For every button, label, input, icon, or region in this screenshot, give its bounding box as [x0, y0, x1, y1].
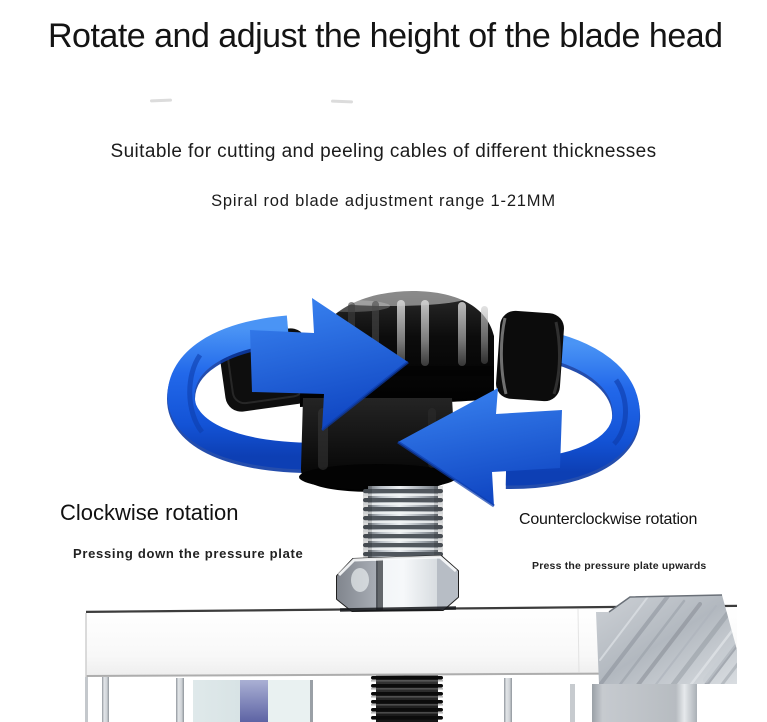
support-post	[176, 678, 184, 722]
clockwise-rotation-caption: Pressing down the pressure plate	[73, 546, 304, 561]
pressure-plate-graphic	[85, 594, 767, 722]
page-title: Rotate and adjust the height of the blade head	[48, 17, 723, 55]
counterclockwise-rotation-label: Counterclockwise rotation	[519, 511, 698, 528]
support-post	[102, 677, 109, 722]
guide-block	[193, 680, 313, 722]
support-post	[504, 678, 512, 722]
lower-threaded-rod	[371, 672, 443, 722]
plate-left-leg	[85, 677, 88, 722]
subtitle: Suitable for cutting and peeling cables of different thicknesses	[110, 141, 657, 162]
right-support-block	[592, 684, 697, 722]
adjustment-range-note: Spiral rod blade adjustment range 1-21MM	[211, 192, 556, 210]
spiral-threaded-rod-graphic	[363, 486, 443, 560]
clockwise-rotation-label: Clockwise rotation	[60, 500, 239, 525]
support-post	[570, 684, 575, 722]
hex-nut-graphic	[337, 556, 458, 611]
knob-right-lobe	[495, 310, 565, 402]
counterclockwise-rotation-caption: Press the pressure plate upwards	[532, 560, 707, 572]
